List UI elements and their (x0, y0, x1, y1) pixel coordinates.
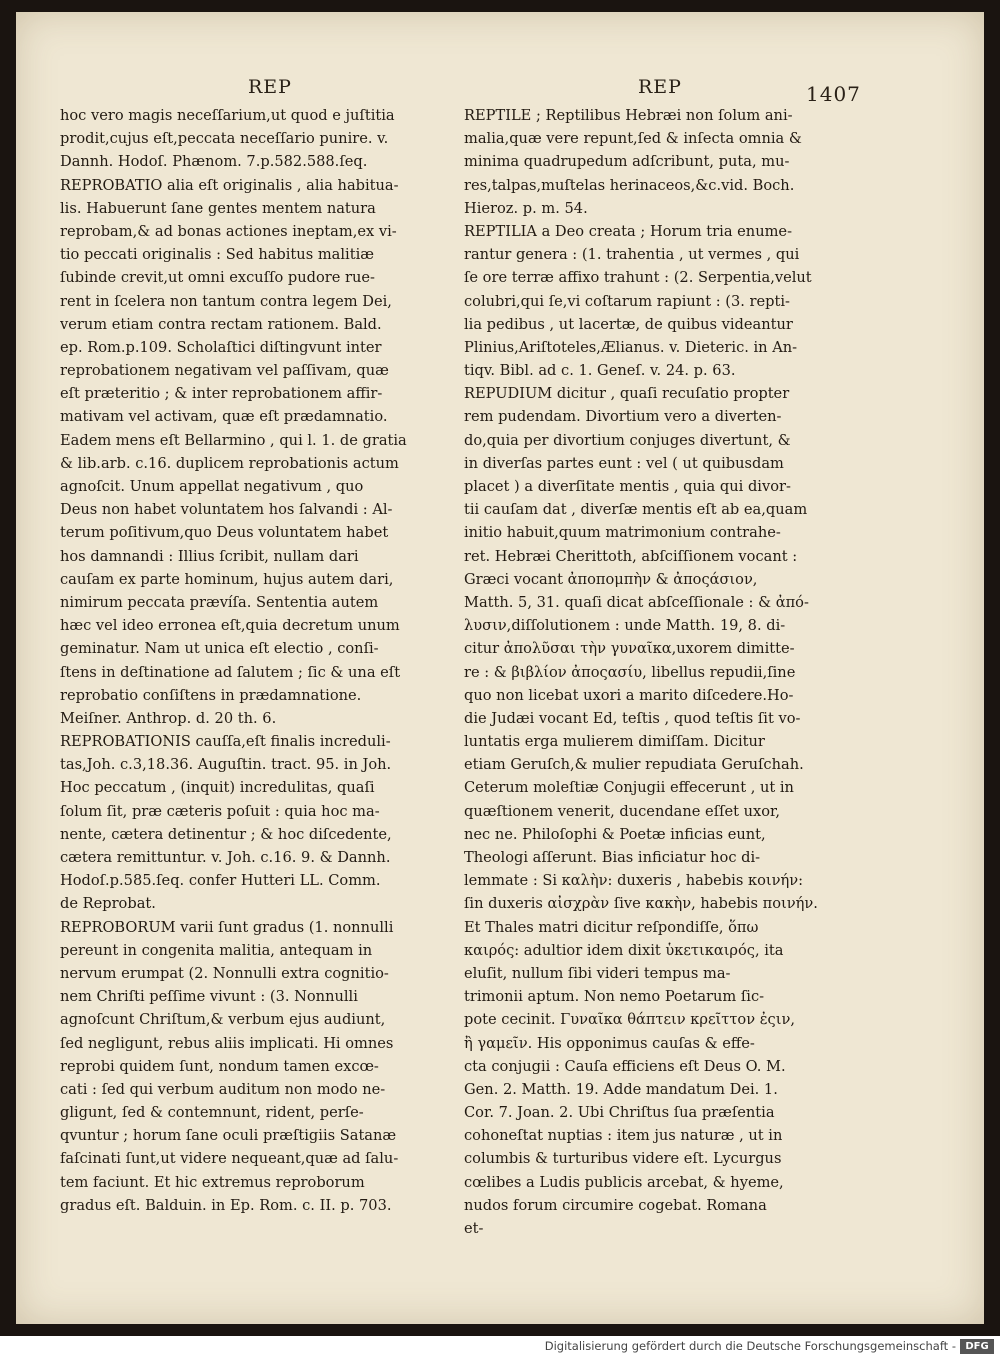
text-line: tas,Joh. c.3,18.36. Auguſtin. tract. 95. in Joh. (60, 756, 392, 774)
running-head-right: REP (638, 76, 682, 98)
text-line: do,quia per divortium conjuges divertunt, & (464, 431, 791, 449)
text-line: quæſtionem venerit, ducendane eſſet uxor, (464, 802, 781, 820)
text-line: reprobationem negativam vel paſſivam, quæ (60, 362, 389, 380)
text-line: tii cauſam dat , diverſæ mentis eſt ab ea,quam (464, 501, 808, 519)
text-line: REPTILE ; Reptilibus Hebræi non ſolum ani- (464, 107, 793, 124)
text-line: cauſam ex parte hominum, hujus autem dari, (60, 570, 394, 588)
text-line: prodit,cujus eſt,peccata neceſſario punire. v. (60, 130, 389, 148)
text-line: Ceterum moleſtiæ Conjugii effecerunt , ut in (464, 779, 794, 797)
text-line: cati : ſed qui verbum auditum non modo ne- (60, 1080, 386, 1098)
text-line: res,talpas,muſtelas herinaceos,&c.vid. Boch. (464, 176, 795, 194)
text-line: REPROBATIONIS cauſſa,eſt finalis increduli- (60, 733, 391, 751)
page-number: 1407 (806, 82, 861, 106)
text-line: nervum erumpat (2. Nonnulli extra cognitio- (60, 964, 389, 982)
text-line: & lib.arb. c.16. duplicem reprobationis actum (60, 454, 399, 472)
text-line: citur ἀπολῦσαι τὴν γυναῖκα,uxorem dimitte- (464, 640, 795, 658)
text-line: nente, cætera detinentur ; & hoc diſcedente, (60, 825, 392, 843)
text-line: rent in ſcelera non tantum contra legem Dei, (60, 292, 392, 310)
text-line: gradus eſt. Balduin. in Ep. Rom. c. II. p. 703. (60, 1196, 392, 1214)
text-line: tem faciunt. Et hic extremus reproborum (60, 1173, 365, 1191)
text-line: ſin duxeris αἰσχρὰν ſive κακὴν, habebis ποινήν. (464, 895, 818, 913)
text-line: λυσιν,diſſolutionem : unde Matth. 19, 8. di- (464, 617, 786, 635)
text-line: trimonii aptum. Non nemo Poetarum ſic- (464, 988, 765, 1006)
text-line: cætera remittuntur. v. Joh. c.16. 9. & Dannh. (60, 849, 391, 866)
text-line: qvuntur ; horum ſane oculi præſtigiis Satanæ (60, 1127, 397, 1145)
text-line: nudos forum circumire cogebat. Romana (464, 1196, 767, 1214)
text-line: eluſit, nullum ſibi videri tempus ma- (464, 964, 731, 982)
text-line: Gen. 2. Matth. 19. Adde mandatum Dei. 1. (464, 1080, 778, 1098)
text-line: initio habuit,quum matrimonium contrahe- (464, 524, 781, 542)
text-line: Matth. 5, 31. quaſi dicat abſceſſionale : & ἀπό- (464, 593, 809, 611)
text-line: Meiſner. Anthrop. d. 20 th. 6. (60, 709, 277, 727)
text-line: etiam Geruſch,& mulier repudiata Geruſchah. (464, 756, 804, 774)
text-line: tiqv. Bibl. ad c. 1. Geneſ. v. 24. p. 63. (464, 362, 736, 380)
text-line: ſolum ſit, præ cæteris poſuit : quia hoc ma- (60, 802, 380, 820)
text-line: reprobam,& ad bonas actiones ineptam,ex vi- (60, 222, 397, 240)
text-line: ἢ γαμεῖν. His opponimus cauſas & effe- (464, 1034, 755, 1052)
text-line: ſtens in deſtinatione ad ſalutem ; ſic & una eſt (60, 663, 401, 681)
text-line: REPUDIUM dicitur , quaſi recuſatio propter (464, 385, 790, 403)
text-line: minima quadrupedum adſcribunt, puta, mu- (464, 153, 790, 171)
text-line: ſubinde crevit,ut omni excuſſo pudore rue- (60, 269, 375, 287)
text-line: pote cecinit. Γυναῖκα θάπτειν κρεῖττον ἐςιν, (464, 1011, 795, 1029)
text-line: de Reprobat. (60, 895, 156, 913)
text-line: in diverſas partes eunt : vel ( ut quibusdam (464, 454, 784, 472)
text-line: eſt præteritio ; & inter reprobationem affir- (60, 385, 383, 403)
text-line: cohoneſtat nuptias : item jus naturæ , ut in (464, 1127, 783, 1145)
text-line: pereunt in congenita malitia, antequam in (60, 941, 373, 959)
text-line: Cor. 7. Joan. 2. Ubi Chriſtus ſua præſentia (464, 1104, 775, 1122)
text-line: lemmate : Si καλὴν: duxeris , habebis κοινήν: (464, 872, 803, 890)
text-line: ſe ore terræ affixo trahunt : (2. Serpentia,velut (464, 269, 812, 287)
text-line: Plinius,Ariſtoteles,Ælianus. v. Dieteric. in An- (464, 338, 798, 356)
text-line: hoc vero magis neceſſarium,ut quod e juſtitia (60, 107, 395, 124)
text-line: hos damnandi : Illius ſcribit, nullam dari (60, 547, 359, 565)
text-line: luntatis erga mulierem dimiſſam. Dicitur (464, 733, 765, 751)
text-line: Et Thales matri dicitur reſpondiſſe, ὅπω (464, 918, 759, 936)
text-line: die Judæi vocant Ed, teſtis , quod teſtis ſit vo- (464, 709, 801, 727)
text-line: re : & βιβλίον ἀποςασίυ, libellus repudii,ſine (464, 663, 796, 681)
text-line: agnoſcunt Chriſtum,& verbum ejus audiunt, (60, 1011, 386, 1029)
text-line: verum etiam contra rectam rationem. Bald. (60, 315, 382, 333)
text-line: καιρός: adultior idem dixit ὑκετικαιρός, ita (464, 941, 784, 959)
text-line: agnoſcit. Unum appellat negativum , quo (60, 478, 364, 495)
text-line: colubri,qui ſe,vi coſtarum rapiunt : (3. repti- (464, 292, 790, 310)
text-line: cœlibes a Ludis publicis arcebat, & hyeme, (464, 1173, 784, 1191)
text-line: geminatur. Nam ut unica eſt electio , conſi- (60, 640, 379, 658)
text-line: rem pudendam. Divortium vero a diverten- (464, 408, 782, 426)
text-line: REPROBATIO alia eſt originalis , alia habitua- (60, 176, 399, 194)
text-line: tio peccati originalis : Sed habitus malitiæ (60, 246, 374, 264)
text-line: cta conjugii : Cauſa efficiens eſt Deus O. M. (464, 1057, 786, 1075)
text-line: malia,quæ vere repunt,ſed & inſecta omnia & (464, 130, 802, 148)
text-line: ep. Rom.p.109. Scholaſtici diſtingvunt inter (60, 338, 382, 356)
text-line: gligunt, ſed & contemnunt, rident, perſe- (60, 1104, 364, 1122)
text-line: Eadem mens eſt Bellarmino , qui l. 1. de gratia (60, 431, 407, 449)
text-line: nem Chriſti peſſime vivunt : (3. Nonnulli (60, 988, 358, 1006)
text-line: hæc vel ideo erronea eſt,quia decretum unum (60, 617, 400, 635)
text-line: ſed negligunt, rebus aliis implicati. Hi omnes (60, 1034, 394, 1052)
text-line: rantur genera : (1. trahentia , ut vermes , qui (464, 246, 800, 264)
text-line: nec ne. Philoſophi & Poetæ inficias eunt, (464, 825, 766, 843)
text-line: faſcinati ſunt,ut videre nequeant,quæ ad ſalu- (60, 1150, 399, 1168)
text-line: quo non licebat uxori a marito diſcedere.Ho- (464, 686, 794, 704)
text-line: Hoc peccatum , (inquit) incredulitas, quaſi (60, 779, 375, 797)
text-line: Hieroz. p. m. 54. (464, 199, 588, 217)
footer-bar (0, 1336, 1000, 1358)
dfg-logo: DFG (960, 1339, 994, 1354)
text-line: Hodoſ.p.585.ſeq. confer Hutteri LL. Comm. (60, 872, 381, 890)
text-line: et- (464, 1220, 484, 1237)
text-line: mativam vel activam, quæ eſt prædamnatio. (60, 408, 388, 426)
text-line: lia pedibus , ut lacertæ, de quibus videantur (464, 315, 793, 333)
text-line: reprobi quidem ſunt, nondum tamen excœ- (60, 1057, 379, 1075)
text-line: reprobatio conſiſtens in prædamnatione. (60, 686, 362, 704)
text-line: Græci vocant ἀποπομπὴν & ἀποςάσιον, (464, 570, 758, 588)
right-column (464, 104, 848, 1240)
funding-note: Digitalisierung gefördert durch die Deutsche Forschungsgemeinschaft - (544, 1339, 956, 1353)
text-line: Dannh. Hodoſ. Phænom. 7.p.582.588.ſeq. (60, 153, 368, 171)
text-line: lis. Habuerunt ſane gentes mentem natura (60, 199, 376, 217)
text-line: REPROBORUM varii ſunt gradus (1. nonnulli (60, 918, 394, 936)
text-line: nimirum peccata prævíſa. Sententia autem (60, 593, 379, 611)
running-head-left: REP (248, 76, 292, 98)
text-line: Deus non habet voluntatem hos ſalvandi : Al- (60, 501, 393, 519)
text-line: columbis & turturibus videre eſt. Lycurgus (464, 1150, 782, 1168)
text-line: Theologi aſſerunt. Bias inficiatur hoc di- (464, 849, 761, 866)
left-column (60, 104, 452, 1217)
text-line: placet ) a diverſitate mentis , quia qui divor- (464, 478, 791, 495)
text-line: terum poſitivum,quo Deus voluntatem habet (60, 524, 389, 542)
scanned-page (16, 12, 984, 1324)
text-line: ret. Hebræi Cherittoth, abſciſſionem vocant : (464, 547, 798, 565)
text-line: REPTILIA a Deo creata ; Horum tria enume- (464, 222, 792, 240)
